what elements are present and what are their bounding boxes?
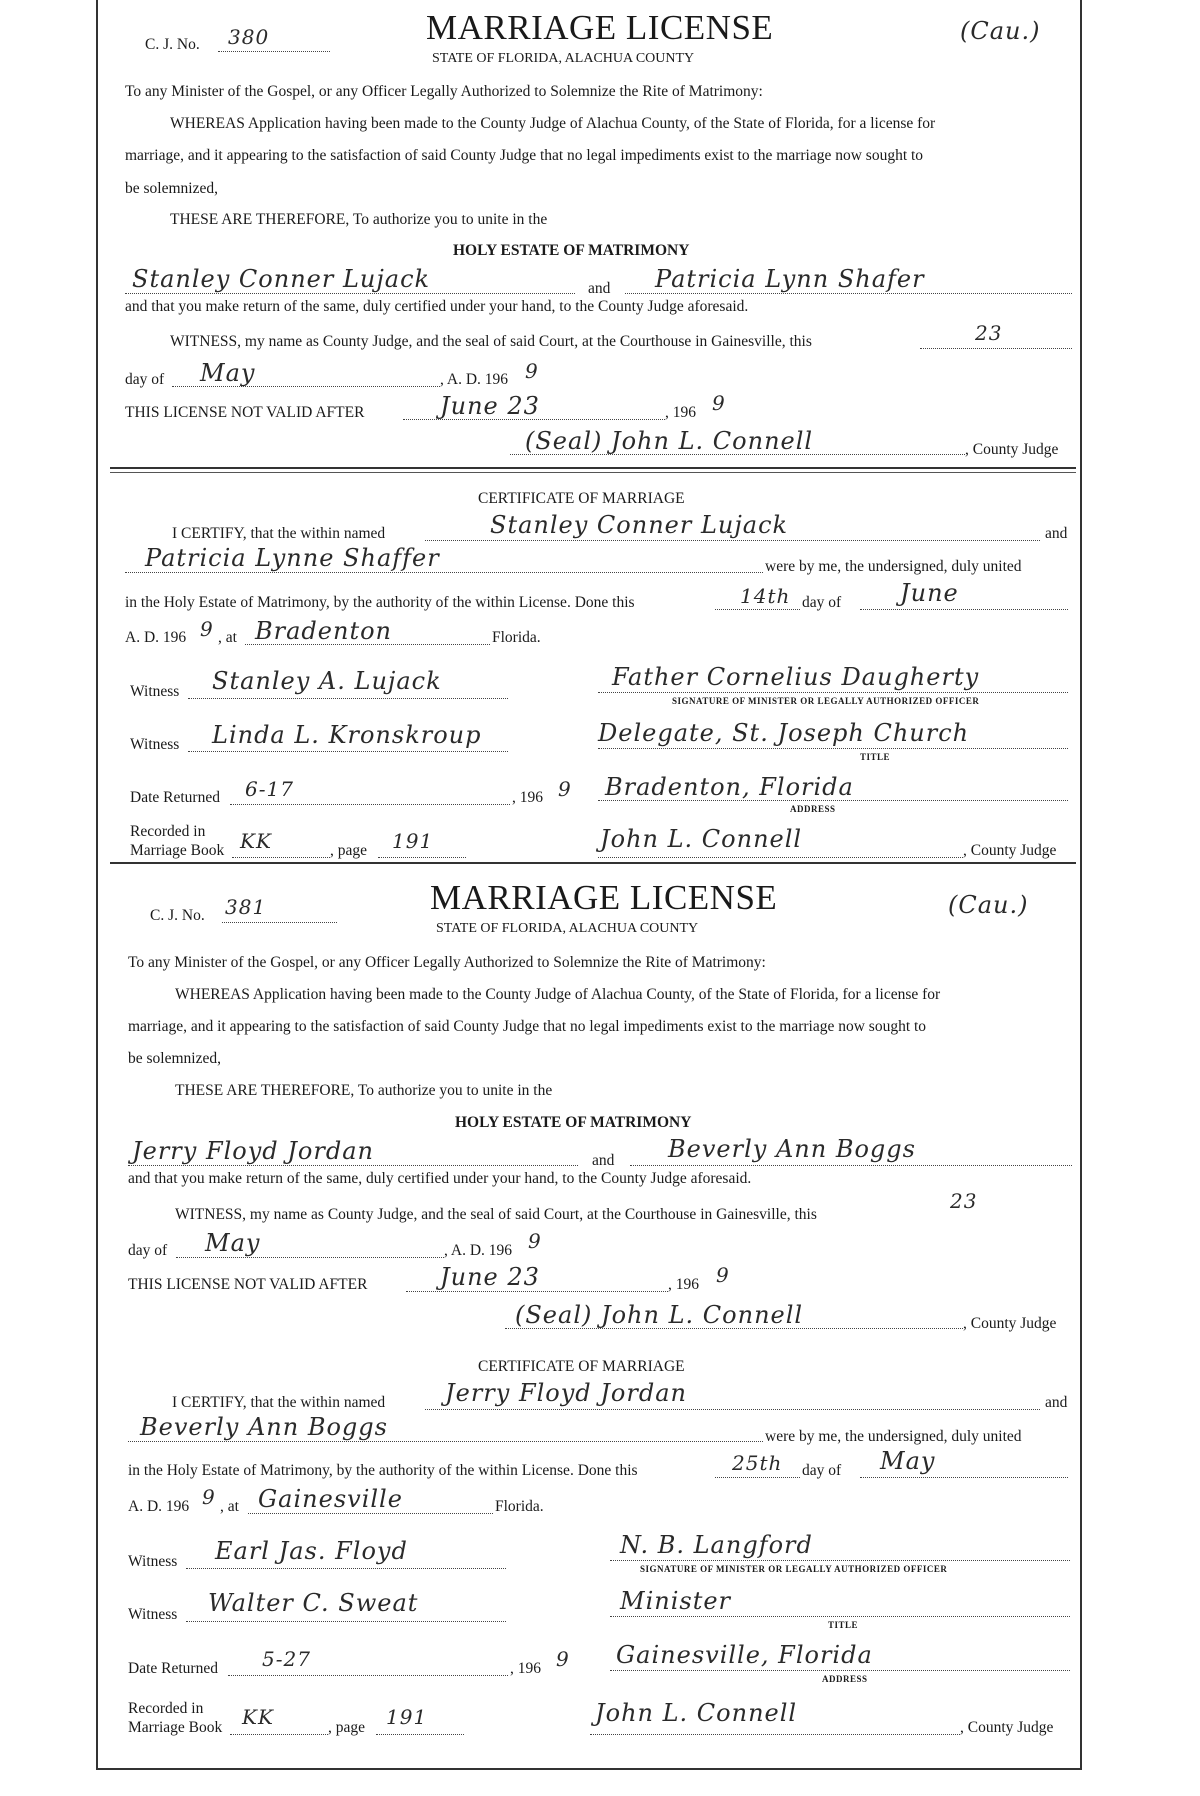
witness1-line	[186, 1568, 506, 1569]
marriage-book-label: Marriage Book	[128, 1719, 223, 1736]
witness-1: Earl Jas. Floyd	[215, 1537, 408, 1565]
certify-text: I CERTIFY, that the within named	[172, 525, 386, 542]
page-label: , page	[330, 842, 368, 859]
holy-estate-heading: HOLY ESTATE OF MATRIMONY	[453, 242, 690, 259]
book-value: KK	[240, 829, 272, 853]
date-returned-label: Date Returned	[128, 1660, 218, 1677]
florida-label: Florida.	[492, 629, 541, 646]
certify-text: I CERTIFY, that the within named	[172, 1394, 386, 1411]
day-number: 23	[950, 1189, 978, 1213]
cert-county-judge: , County Judge	[963, 842, 1057, 859]
returned-date: 6-17	[245, 777, 294, 801]
done-month-line	[860, 1477, 1068, 1478]
cert-year-digit: 9	[200, 617, 214, 641]
bride-line	[625, 293, 1072, 294]
whereas-line-1: WHEREAS Application having been made to the County Judge of Alachua County, of the State of Florida, for a license for	[170, 115, 936, 132]
groom-line	[128, 1165, 578, 1166]
not-valid-label: THIS LICENSE NOT VALID AFTER	[128, 1276, 368, 1293]
day-of-label: day of	[128, 1242, 168, 1259]
at-label: , at	[218, 629, 237, 646]
left-border	[96, 0, 98, 1770]
done-month: May	[880, 1447, 936, 1475]
therefore-text: THESE ARE THEREFORE, To authorize you to unite in the	[170, 211, 548, 228]
cert-groom-line	[425, 540, 1040, 541]
whereas-line-3: be solemnized,	[125, 180, 218, 197]
cert-day-of: day of	[802, 1462, 842, 1479]
title-line	[610, 1616, 1070, 1617]
marriage-book-label: Marriage Book	[130, 842, 225, 859]
book-line	[230, 1734, 328, 1735]
cj-number: 380	[228, 25, 270, 49]
groom-line	[125, 293, 575, 294]
seal-signature: (Seal) John L. Connell	[525, 427, 814, 455]
right-border	[1080, 0, 1082, 1770]
cert-year-digit: 9	[202, 1485, 216, 1509]
returned-196: , 196	[512, 789, 543, 806]
day-number: 23	[975, 321, 1003, 345]
page-value: 191	[386, 1705, 428, 1729]
bride-line	[630, 1165, 1072, 1166]
bride-name: Beverly Ann Boggs	[668, 1135, 916, 1163]
cert-bride-line	[125, 572, 763, 573]
county-judge-label: , County Judge	[963, 1315, 1057, 1332]
month-line	[176, 1257, 444, 1258]
cert-judge-line	[598, 857, 963, 858]
day-of-label: day of	[125, 371, 165, 388]
place-line	[248, 1513, 493, 1514]
expiry-196: , 196	[668, 1276, 699, 1293]
expiry-year-digit: 9	[716, 1263, 730, 1287]
were-by-me: were by me, the undersigned, duly united	[765, 558, 1022, 575]
month: May	[205, 1229, 261, 1257]
page-label: , page	[328, 1719, 366, 1736]
cert-groom-line	[425, 1409, 1040, 1410]
address-line	[598, 800, 1068, 801]
whereas-line-3: be solemnized,	[128, 1050, 221, 1067]
expiry-196: , 196	[665, 404, 696, 421]
cert-judge-signature: John L. Connell	[600, 825, 803, 853]
title-line	[598, 748, 1068, 749]
page-line	[376, 1734, 464, 1735]
place: Bradenton	[255, 617, 392, 645]
license-title: MARRIAGE LICENSE	[430, 878, 778, 917]
holy-estate-heading: HOLY ESTATE OF MATRIMONY	[455, 1114, 692, 1131]
at-label: , at	[220, 1498, 239, 1515]
license-title: MARRIAGE LICENSE	[426, 8, 774, 47]
page-line	[378, 857, 466, 858]
month: May	[200, 359, 256, 387]
cert-county-judge: , County Judge	[960, 1719, 1054, 1736]
cert-and: and	[1045, 525, 1068, 542]
returned-line	[228, 1675, 508, 1676]
done-month: June	[900, 579, 959, 607]
cert-groom: Jerry Floyd Jordan	[445, 1379, 687, 1407]
witness-label-1: Witness	[128, 1553, 178, 1570]
cj-label: C. J. No.	[145, 36, 200, 53]
witness-2: Linda L. Kronskroup	[212, 721, 482, 749]
florida-label: Florida.	[495, 1498, 544, 1515]
whereas-line-1: WHEREAS Application having been made to the County Judge of Alachua County, of the State of Florida, for a license for	[175, 986, 941, 1003]
cert-bride-line	[128, 1441, 763, 1442]
certificate-title: CERTIFICATE OF MARRIAGE	[478, 490, 685, 507]
corner-note: (Cau.)	[948, 891, 1029, 919]
bottom-border	[96, 1768, 1082, 1770]
title-label: TITLE	[828, 1620, 859, 1630]
cert-day-of: day of	[802, 594, 842, 611]
expiry-date: June 23	[440, 392, 540, 420]
officer-line	[610, 1560, 1070, 1561]
witness-line: WITNESS, my name as County Judge, and the seal of said Court, at the Courthouse in Gainesville, this	[175, 1206, 817, 1223]
officer-signature: Father Cornelius Daugherty	[612, 663, 980, 691]
done-day: 14th	[740, 584, 791, 608]
address-label: ADDRESS	[822, 1674, 868, 1684]
ad-label: , A. D. 196	[444, 1242, 513, 1259]
witness2-line	[188, 751, 508, 752]
done-day: 25th	[732, 1451, 783, 1475]
seal-signature: (Seal) John L. Connell	[515, 1301, 804, 1329]
cert-and: and	[1045, 1394, 1068, 1411]
witness-label-2: Witness	[128, 1606, 178, 1623]
county-judge-label: , County Judge	[965, 441, 1059, 458]
divider-bottom	[110, 472, 1076, 473]
officer-address: Bradenton, Florida	[605, 773, 854, 801]
judge-sig-line	[505, 1328, 963, 1329]
divider-top	[110, 467, 1076, 469]
were-by-me: were by me, the undersigned, duly united	[765, 1428, 1022, 1445]
return-line: and that you make return of the same, duly certified under your hand, to the County Judge aforesaid.	[125, 298, 749, 315]
license-subtitle: STATE OF FLORIDA, ALACHUA COUNTY	[436, 921, 699, 936]
and-text: and	[592, 1152, 615, 1169]
title-label: TITLE	[860, 752, 891, 762]
page-value: 191	[392, 829, 434, 853]
year-digit: 9	[525, 359, 539, 383]
cert-bride: Beverly Ann Boggs	[140, 1413, 388, 1441]
not-valid-label: THIS LICENSE NOT VALID AFTER	[125, 404, 365, 421]
whereas-line-2: marriage, and it appearing to the satisfaction of said County Judge that no legal impediments exist to the marriage now sought to	[125, 147, 924, 164]
return-line: and that you make return of the same, duly certified under your hand, to the County Judge aforesaid.	[128, 1170, 752, 1187]
place: Gainesville	[258, 1485, 403, 1513]
officer-title: Minister	[620, 1587, 732, 1615]
officer-address: Gainesville, Florida	[616, 1641, 873, 1669]
book-value: KK	[242, 1705, 274, 1729]
cj-line	[222, 922, 337, 923]
expiry-line	[406, 1291, 668, 1292]
cj-label: C. J. No.	[150, 907, 205, 924]
corner-note: (Cau.)	[960, 17, 1041, 45]
cert-groom: Stanley Conner Lujack	[490, 511, 789, 539]
license-subtitle: STATE OF FLORIDA, ALACHUA COUNTY	[432, 51, 695, 66]
cert-judge-signature: John L. Connell	[595, 1699, 798, 1727]
holy-estate-text: in the Holy Estate of Matrimony, by the authority of the within License. Done this	[125, 594, 635, 611]
witness1-line	[188, 698, 508, 699]
done-day-line	[715, 1477, 800, 1478]
returned-196: , 196	[510, 1660, 541, 1677]
certificate-title: CERTIFICATE OF MARRIAGE	[478, 1358, 685, 1375]
returned-year-digit: 9	[556, 1647, 570, 1671]
groom-name: Jerry Floyd Jordan	[132, 1137, 374, 1165]
officer-signature: N. B. Langford	[620, 1531, 813, 1559]
bride-name: Patricia Lynn Shafer	[655, 265, 925, 293]
address-label: ADDRESS	[790, 804, 836, 814]
groom-name: Stanley Conner Lujack	[132, 265, 431, 293]
witness-label-2: Witness	[130, 736, 180, 753]
returned-line	[230, 804, 510, 805]
witness-label-1: Witness	[130, 683, 180, 700]
ad-196-label: A. D. 196	[125, 629, 187, 646]
returned-date: 5-27	[262, 1647, 311, 1671]
ad-196-label: A. D. 196	[128, 1498, 190, 1515]
done-day-line	[715, 609, 800, 610]
recorded-in-label: Recorded in	[128, 1700, 204, 1717]
expiry-year-digit: 9	[712, 391, 726, 415]
book-line	[232, 857, 330, 858]
whereas-line-2: marriage, and it appearing to the satisfaction of said County Judge that no legal impediments exist to the marriage now sought to	[128, 1018, 927, 1035]
officer-line	[598, 692, 1068, 693]
expiry-date: June 23	[440, 1263, 540, 1291]
cj-line	[218, 51, 330, 52]
cert-judge-line	[590, 1734, 960, 1735]
ad-label: , A. D. 196	[440, 371, 509, 388]
cert-bride: Patricia Lynne Shaffer	[145, 544, 440, 572]
year-digit: 9	[528, 1229, 542, 1253]
signature-label: SIGNATURE OF MINISTER OR LEGALLY AUTHORIZED OFFICER	[672, 696, 980, 706]
witness2-line	[186, 1621, 506, 1622]
intro-text: To any Minister of the Gospel, or any Officer Legally Authorized to Solemnize the Rite of Matrimony:	[128, 954, 766, 971]
witness-1: Stanley A. Lujack	[212, 667, 442, 695]
judge-sig-line	[510, 454, 965, 455]
day-line	[920, 348, 1072, 349]
intro-text: To any Minister of the Gospel, or any Officer Legally Authorized to Solemnize the Rite of Matrimony:	[125, 83, 763, 100]
witness-2: Walter C. Sweat	[208, 1589, 419, 1617]
done-month-line	[860, 609, 1068, 610]
therefore-text: THESE ARE THEREFORE, To authorize you to unite in the	[175, 1082, 553, 1099]
address-line	[610, 1670, 1070, 1671]
officer-title: Delegate, St. Joseph Church	[598, 719, 970, 747]
witness-line: WITNESS, my name as County Judge, and the seal of said Court, at the Courthouse in Gainesville, this	[170, 333, 812, 350]
signature-label: SIGNATURE OF MINISTER OR LEGALLY AUTHORIZED OFFICER	[640, 1564, 948, 1574]
license-separator	[110, 862, 1076, 864]
and-text: and	[588, 280, 611, 297]
cj-number: 381	[225, 895, 267, 919]
date-returned-label: Date Returned	[130, 789, 220, 806]
holy-estate-text: in the Holy Estate of Matrimony, by the authority of the within License. Done this	[128, 1462, 638, 1479]
recorded-in-label: Recorded in	[130, 823, 206, 840]
returned-year-digit: 9	[558, 777, 572, 801]
